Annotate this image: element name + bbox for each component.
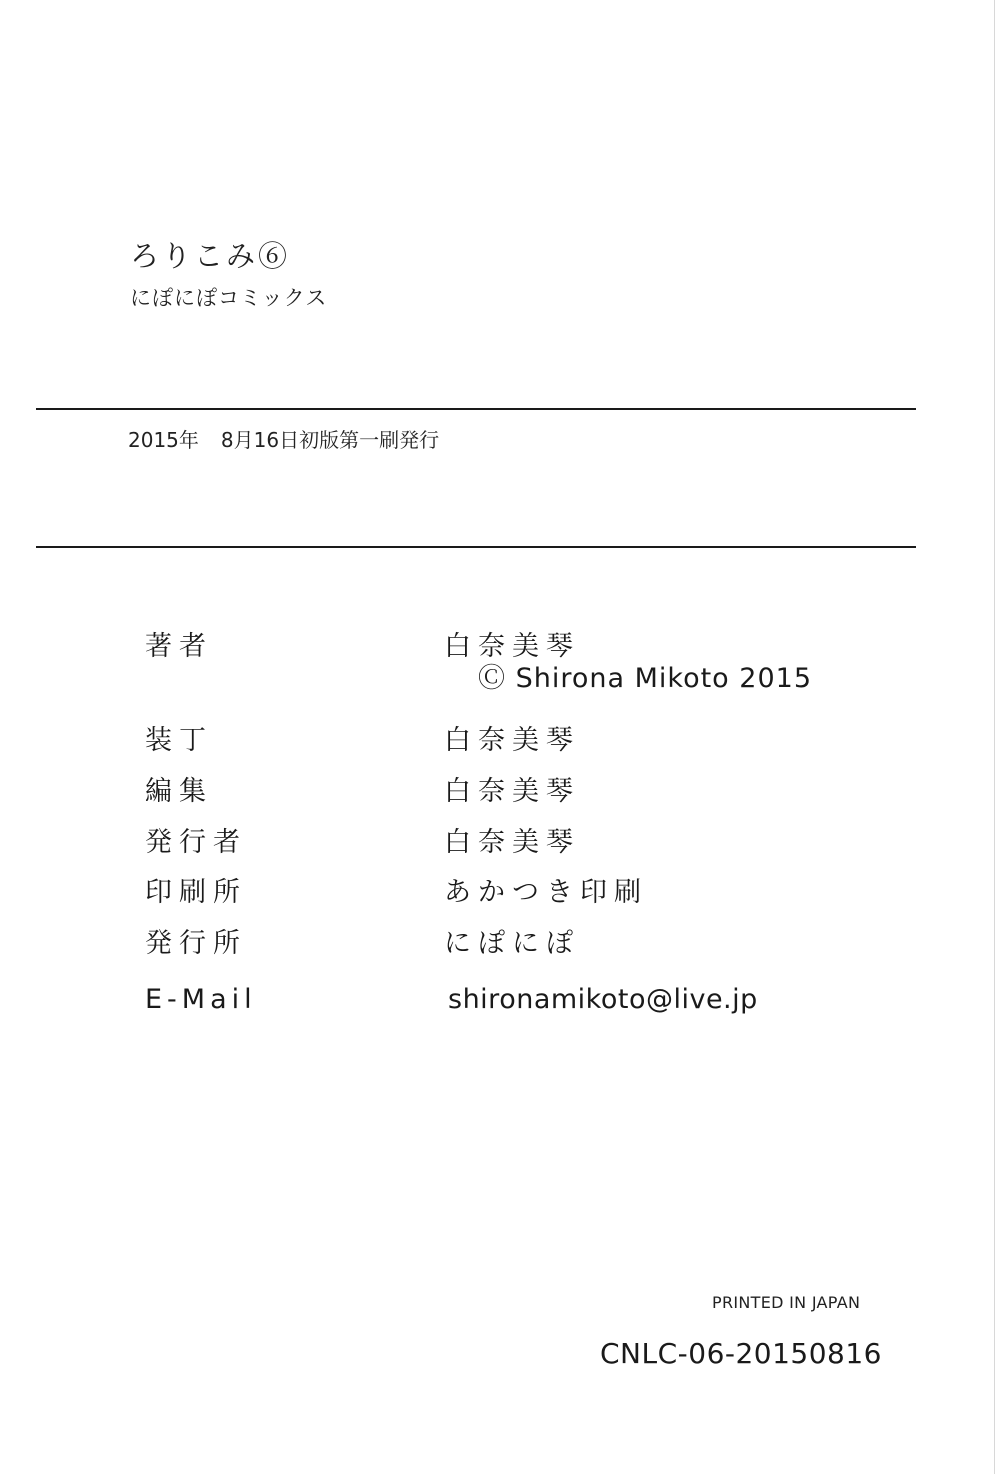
page-edge-line — [994, 0, 995, 1474]
divider-top — [36, 408, 916, 410]
credit-label-design: 装丁 — [145, 725, 213, 756]
credit-label-publishing-office: 発行所 — [145, 928, 247, 959]
credit-value-design: 白奈美琴 — [444, 725, 580, 756]
email-address: shironamikoto@live.jp — [448, 984, 758, 1015]
credit-value-publishing-office: にぽにぽ — [444, 928, 580, 959]
credit-label-publisher: 発行者 — [145, 827, 247, 858]
book-imprint: にぽにぽコミックス — [130, 286, 328, 310]
divider-bottom — [36, 546, 916, 548]
credit-label-printer: 印刷所 — [145, 877, 247, 908]
credit-label-author: 著者 — [145, 631, 213, 662]
credit-label-editor: 編集 — [145, 776, 213, 807]
edition-year: 2015年 — [128, 428, 199, 452]
credit-value-editor: 白奈美琴 — [444, 776, 580, 807]
printed-in-notice: PRINTED IN JAPAN — [712, 1293, 861, 1312]
credit-value-publisher: 白奈美琴 — [444, 827, 580, 858]
edition-line — [128, 424, 439, 453]
credit-value-printer: あかつき印刷 — [444, 877, 648, 908]
edition-detail: 8月16日初版第一刷発行 — [220, 428, 440, 452]
credit-value-author: 白奈美琴 — [444, 631, 580, 662]
product-code: CNLC-06-20150816 — [600, 1337, 882, 1370]
book-title: ろりこみ⑥ — [130, 239, 291, 273]
email-label: E-Mail — [145, 984, 257, 1015]
copyright-notice: Ⓒ Shirona Mikoto 2015 — [478, 663, 812, 694]
